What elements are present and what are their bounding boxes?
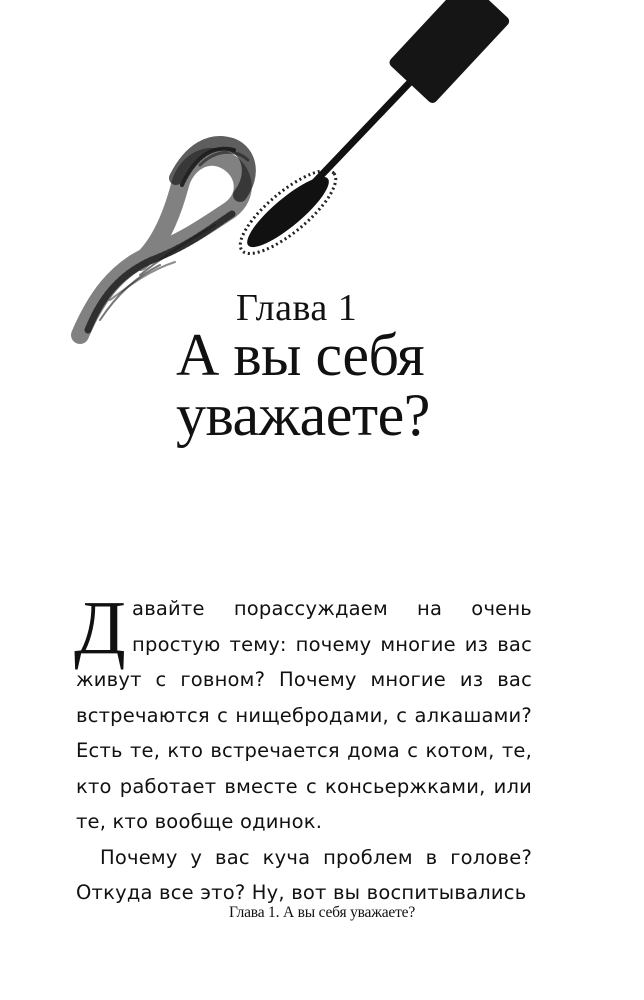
mascara-stroke [80, 143, 249, 335]
chapter-title-line-2: уважаете? [176, 382, 430, 448]
body-text [74, 586, 532, 911]
paragraph-2: Почему у вас куча проблем в голове? Откуда все это? Ну, вот вы воспитывались [76, 845, 532, 904]
running-footer: Глава 1. А вы себя уважаете? [228, 904, 416, 921]
chapter-title [176, 322, 430, 448]
paragraph-1-text: авайте порассуждаем на очень простую тему: почему многие из вас живут с говном? Почему многие из вас встречаются с нищебродами, с алкашами? Есть те, кто встречается дома с котом, те, кто работает вместе с консьержками, или те, кто вообще одинок. [76, 597, 532, 833]
drop-cap: Д [74, 586, 127, 670]
paragraph-1 [74, 586, 532, 840]
chapter-title-line-1: А вы себя [176, 322, 425, 388]
chapter-label: Глава 1 [236, 287, 358, 329]
